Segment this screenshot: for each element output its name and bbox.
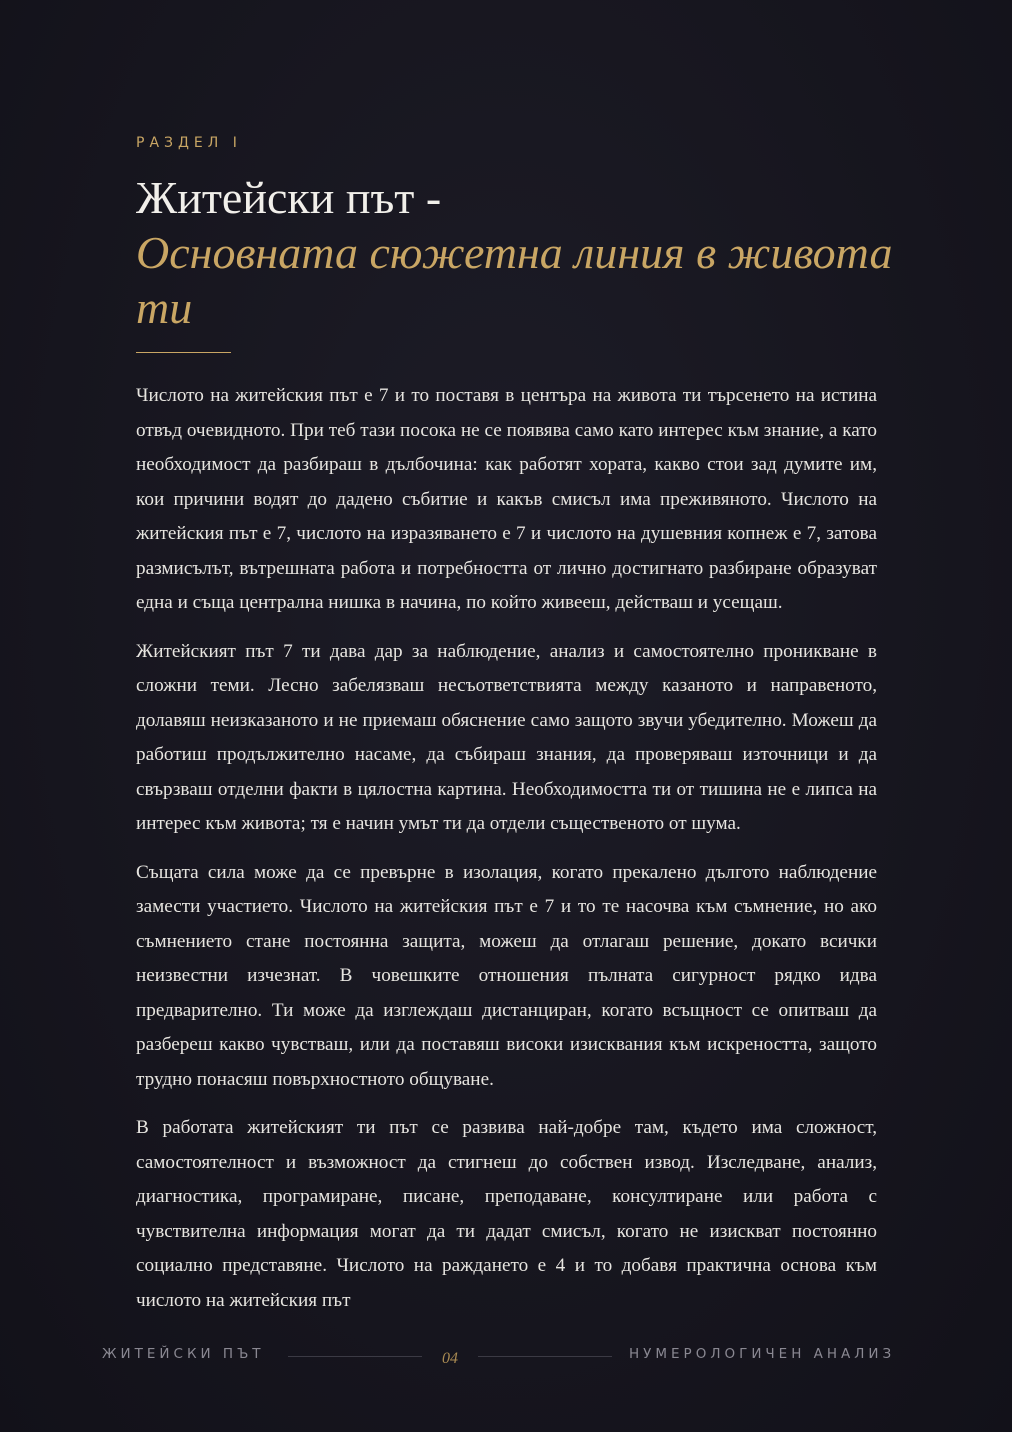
- paragraph: Числото на житейския път е 7 и то поставя в центъра на живота ти търсенето на истина отвъд очевидното. При теб тази посока не се появява само като интерес към знание, а като необходимост да разбираш в дълбочина: как работят хората, какво стои зад думите им, кои причини водят до дадено събитие и какъв смисъл има преживяното. Числото на житейския път е 7, числото на изразяването е 7 и числото на душевния копнеж е 7, затова размисълът, вътрешната работа и потребността от лично достигнато разбиране образуват една и съща централна нишка в начина, по който живееш, действаш и усещаш.: [136, 385, 877, 613]
- footer-document-name: НУМЕРОЛОГИЧЕН АНАЛИЗ: [629, 1346, 896, 1362]
- paragraph: В работата житейският ти път се развива най-добре там, където има сложност, самостоятелност и възможност да стигнеш до собствен извод. Изследване, анализ, диагностика, програмиране, писане, преподаване, консултиране или работа с чувствителна информация могат да ти дадат смисъл, когато не изискват постоянно социално представяне. Числото на раждането е 4 и то добавя практична основа към числото на житейския път: [136, 1117, 877, 1311]
- chapter-subtitle: Основната сюжетна линия в живота ти: [136, 227, 893, 333]
- paragraph: Житейският път 7 ти дава дар за наблюдение, анализ и самостоятелно проникване в сложни теми. Лесно забелязваш несъответствията между казаното и направеното, долавяш неизказаното и не приемаш обяснение само защото звучи убедително. Можеш да работиш продължително насаме, да събираш знания, да проверяваш източници и да свързваш отделни факти в цялостна картина. Необходимостта ти от тишина не е липса на интерес към живота; тя е начин умът ти да отдели същественото от шума.: [136, 640, 877, 834]
- section-label: РАЗДЕЛ I: [136, 135, 242, 151]
- footer-section-name: ЖИТЕЙСКИ ПЪТ: [102, 1346, 265, 1362]
- page-number: 04: [442, 1350, 458, 1367]
- footer-divider-right: [478, 1356, 612, 1357]
- paragraph: Същата сила може да се превърне в изолация, когато прекалено дългото наблюдение замести участието. Числото на житейския път е 7 и то те насочва към съмнение, но ако съмнението стане постоянна защита, можеш да отлагаш решение, докато всички неизвестни изчезнат. В човешките отношения пълната сигурност рядко идва предварително. Ти може да изглеждаш дистанциран, когато всъщност се опитваш да разбереш какво чувстваш, или да поставяш високи изисквания към искреността, защото трудно понасяш повърхностното общуване.: [136, 861, 877, 1090]
- body-text: [136, 379, 877, 1332]
- chapter-title-main: Житейски път -: [136, 172, 442, 223]
- footer-divider-left: [288, 1356, 422, 1357]
- chapter-title: [136, 170, 896, 335]
- title-divider: [136, 352, 231, 353]
- page-footer: [0, 1346, 1012, 1368]
